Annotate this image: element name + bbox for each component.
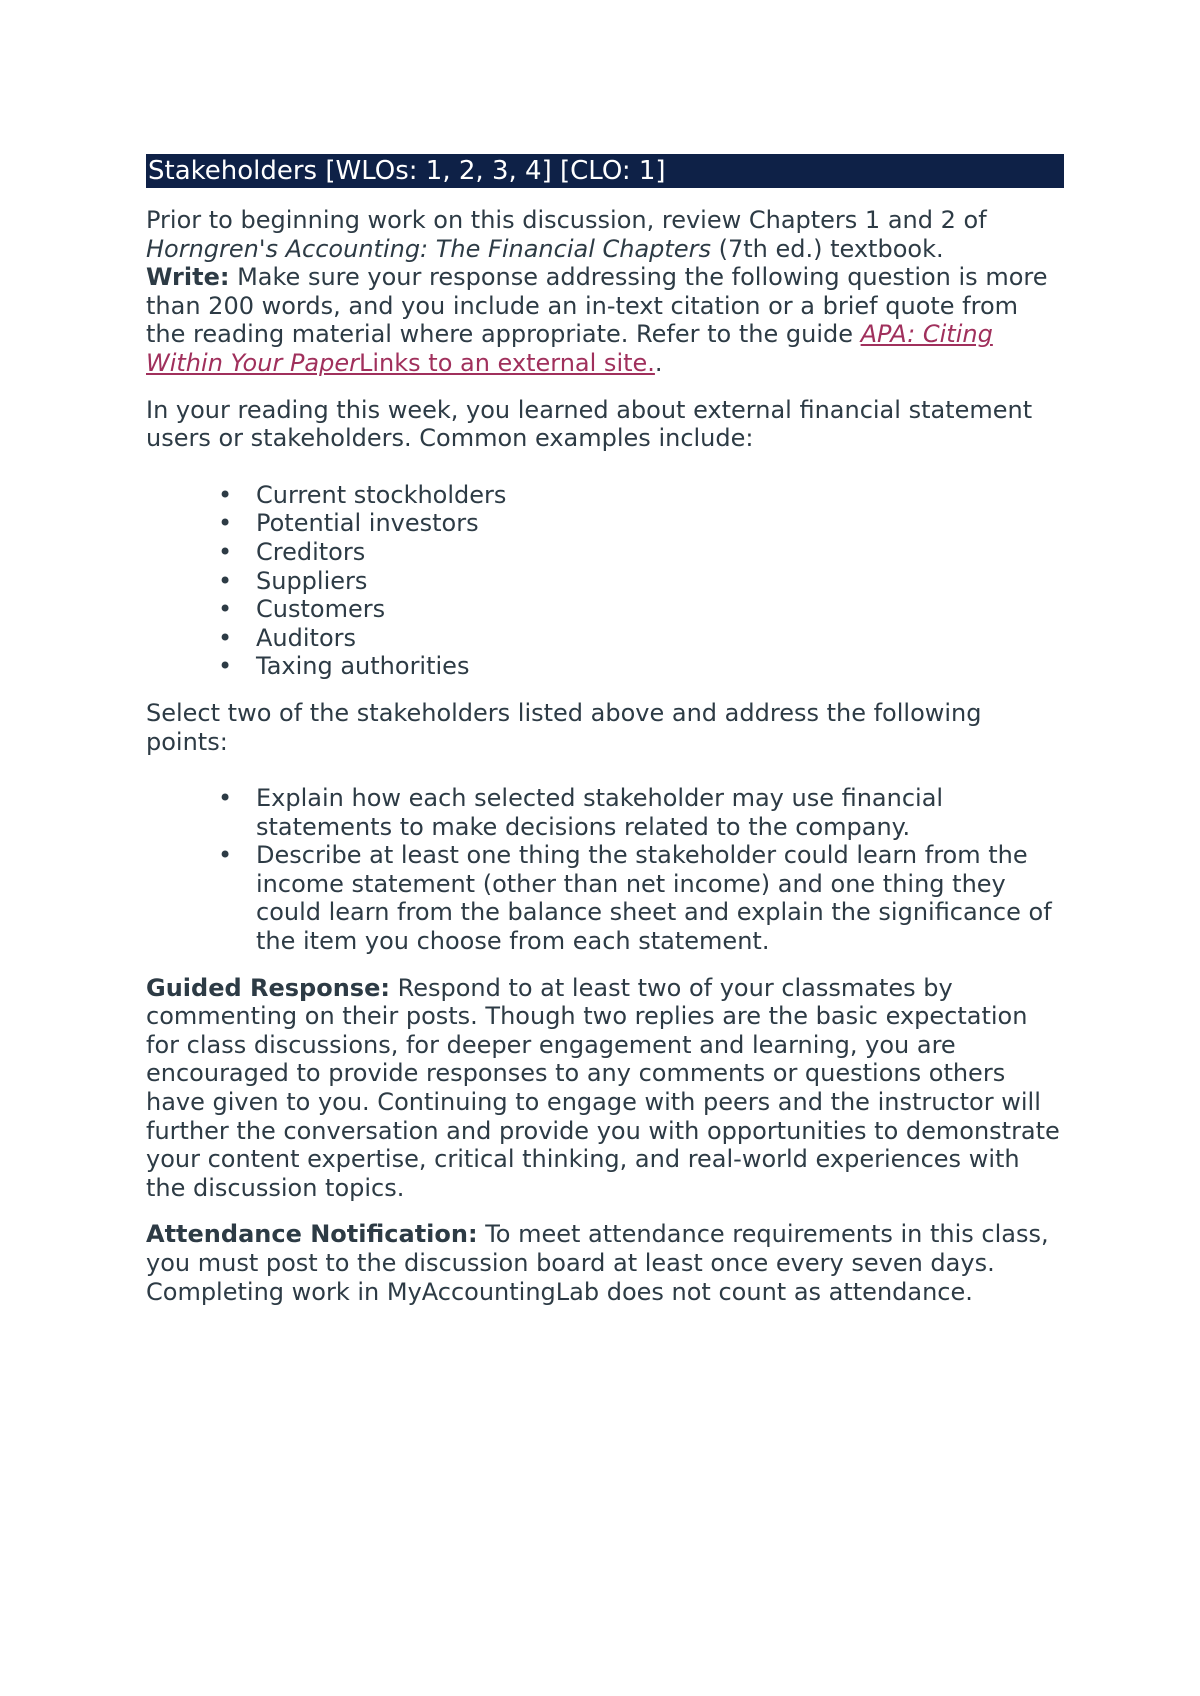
attendance-paragraph [146, 1220, 1064, 1306]
stakeholder-auditors: Auditors [256, 623, 356, 652]
attendance-text: To meet attendance requirements in this class, you must post to the discussion board at least once every seven days. Completing work in MyAccountingLab does not count as attendance. [146, 1220, 1049, 1306]
points-list [146, 784, 1064, 956]
bullet-icon: • [218, 623, 233, 652]
select-paragraph: Select two of the stakeholders listed above and address the following points: [146, 698, 982, 756]
intro-text: Prior to beginning work on this discussion, review Chapters 1 and 2 of [146, 206, 987, 234]
stakeholder-taxing-authorities: Taxing authorities [256, 652, 470, 681]
external-link-label: Links to an external site. [359, 348, 655, 377]
bullet-icon: • [218, 566, 233, 595]
write-label: Write: [146, 263, 230, 292]
stakeholder-creditors: Creditors [256, 537, 366, 566]
page-title: Stakeholders [WLOs: 1, 2, 3, 4] [CLO: 1] [146, 154, 1064, 188]
bullet-icon: • [218, 595, 233, 624]
bullet-icon: • [218, 509, 233, 538]
list-item [218, 595, 1064, 624]
list-item [218, 537, 1064, 567]
book-title: Horngren's Accounting: The Financial Chapters [146, 234, 711, 263]
list-item [218, 784, 1064, 841]
intro-period: . [654, 348, 663, 377]
list-item [218, 623, 1064, 653]
bullet-icon: • [218, 784, 233, 813]
stakeholder-suppliers: Suppliers [256, 566, 368, 595]
guided-response-label: Guided Response: [146, 973, 390, 1002]
bullet-icon: • [218, 537, 233, 566]
guided-response-paragraph [146, 974, 1064, 1203]
list-item [218, 509, 1064, 538]
bullet-icon: • [218, 480, 233, 509]
point-explain: Explain how each selected stakeholder may use financial statements to make decisions related to the company. [256, 784, 944, 841]
stakeholder-potential-investors: Potential investors [256, 509, 479, 538]
stakeholder-list [146, 481, 1064, 681]
apa-link-title: APA: Citing Within Your Paper [146, 320, 993, 377]
bullet-icon: • [218, 841, 233, 870]
intro-paragraph [146, 206, 1064, 378]
attendance-label: Attendance Notification: [146, 1220, 478, 1249]
bullet-icon: • [218, 652, 233, 681]
list-item [218, 480, 1064, 510]
list-item [218, 566, 1064, 596]
stakeholder-customers: Customers [256, 595, 386, 624]
list-item [218, 652, 1064, 681]
write-text: Make sure your response addressing the following question is more than 200 words, and you include an in-text citation or a brief quote from the reading material where appropriate. Refer to the guide [146, 263, 1048, 349]
stakeholder-current-stockholders: Current stockholders [256, 480, 507, 509]
intro-text-end: (7th ed.) textbook. [710, 234, 944, 263]
guided-response-text: Respond to at least two of your classmates by commenting on their posts. Though two replies are the basic expectation for class discussions, for deeper engagement and learning, you are encouraged to provide responses to any comments or questions others have given to you. Continuing to engage with peers and the instructor will further the conversation and provide you with opportunities to demonstrate your content expertise, critical thinking, and real-world experiences with the discussion topics. [146, 973, 1060, 1202]
document-page [146, 154, 1064, 1306]
point-describe: Describe at least one thing the stakeholder could learn from the income statement (other than net income) and one thing they could learn from the balance sheet and explain the significance of the item you choose from each statement. [256, 841, 1052, 956]
list-item [218, 841, 1064, 956]
reading-paragraph: In your reading this week, you learned about external financial statement users or stakeholders. Common examples include: [146, 395, 1033, 453]
